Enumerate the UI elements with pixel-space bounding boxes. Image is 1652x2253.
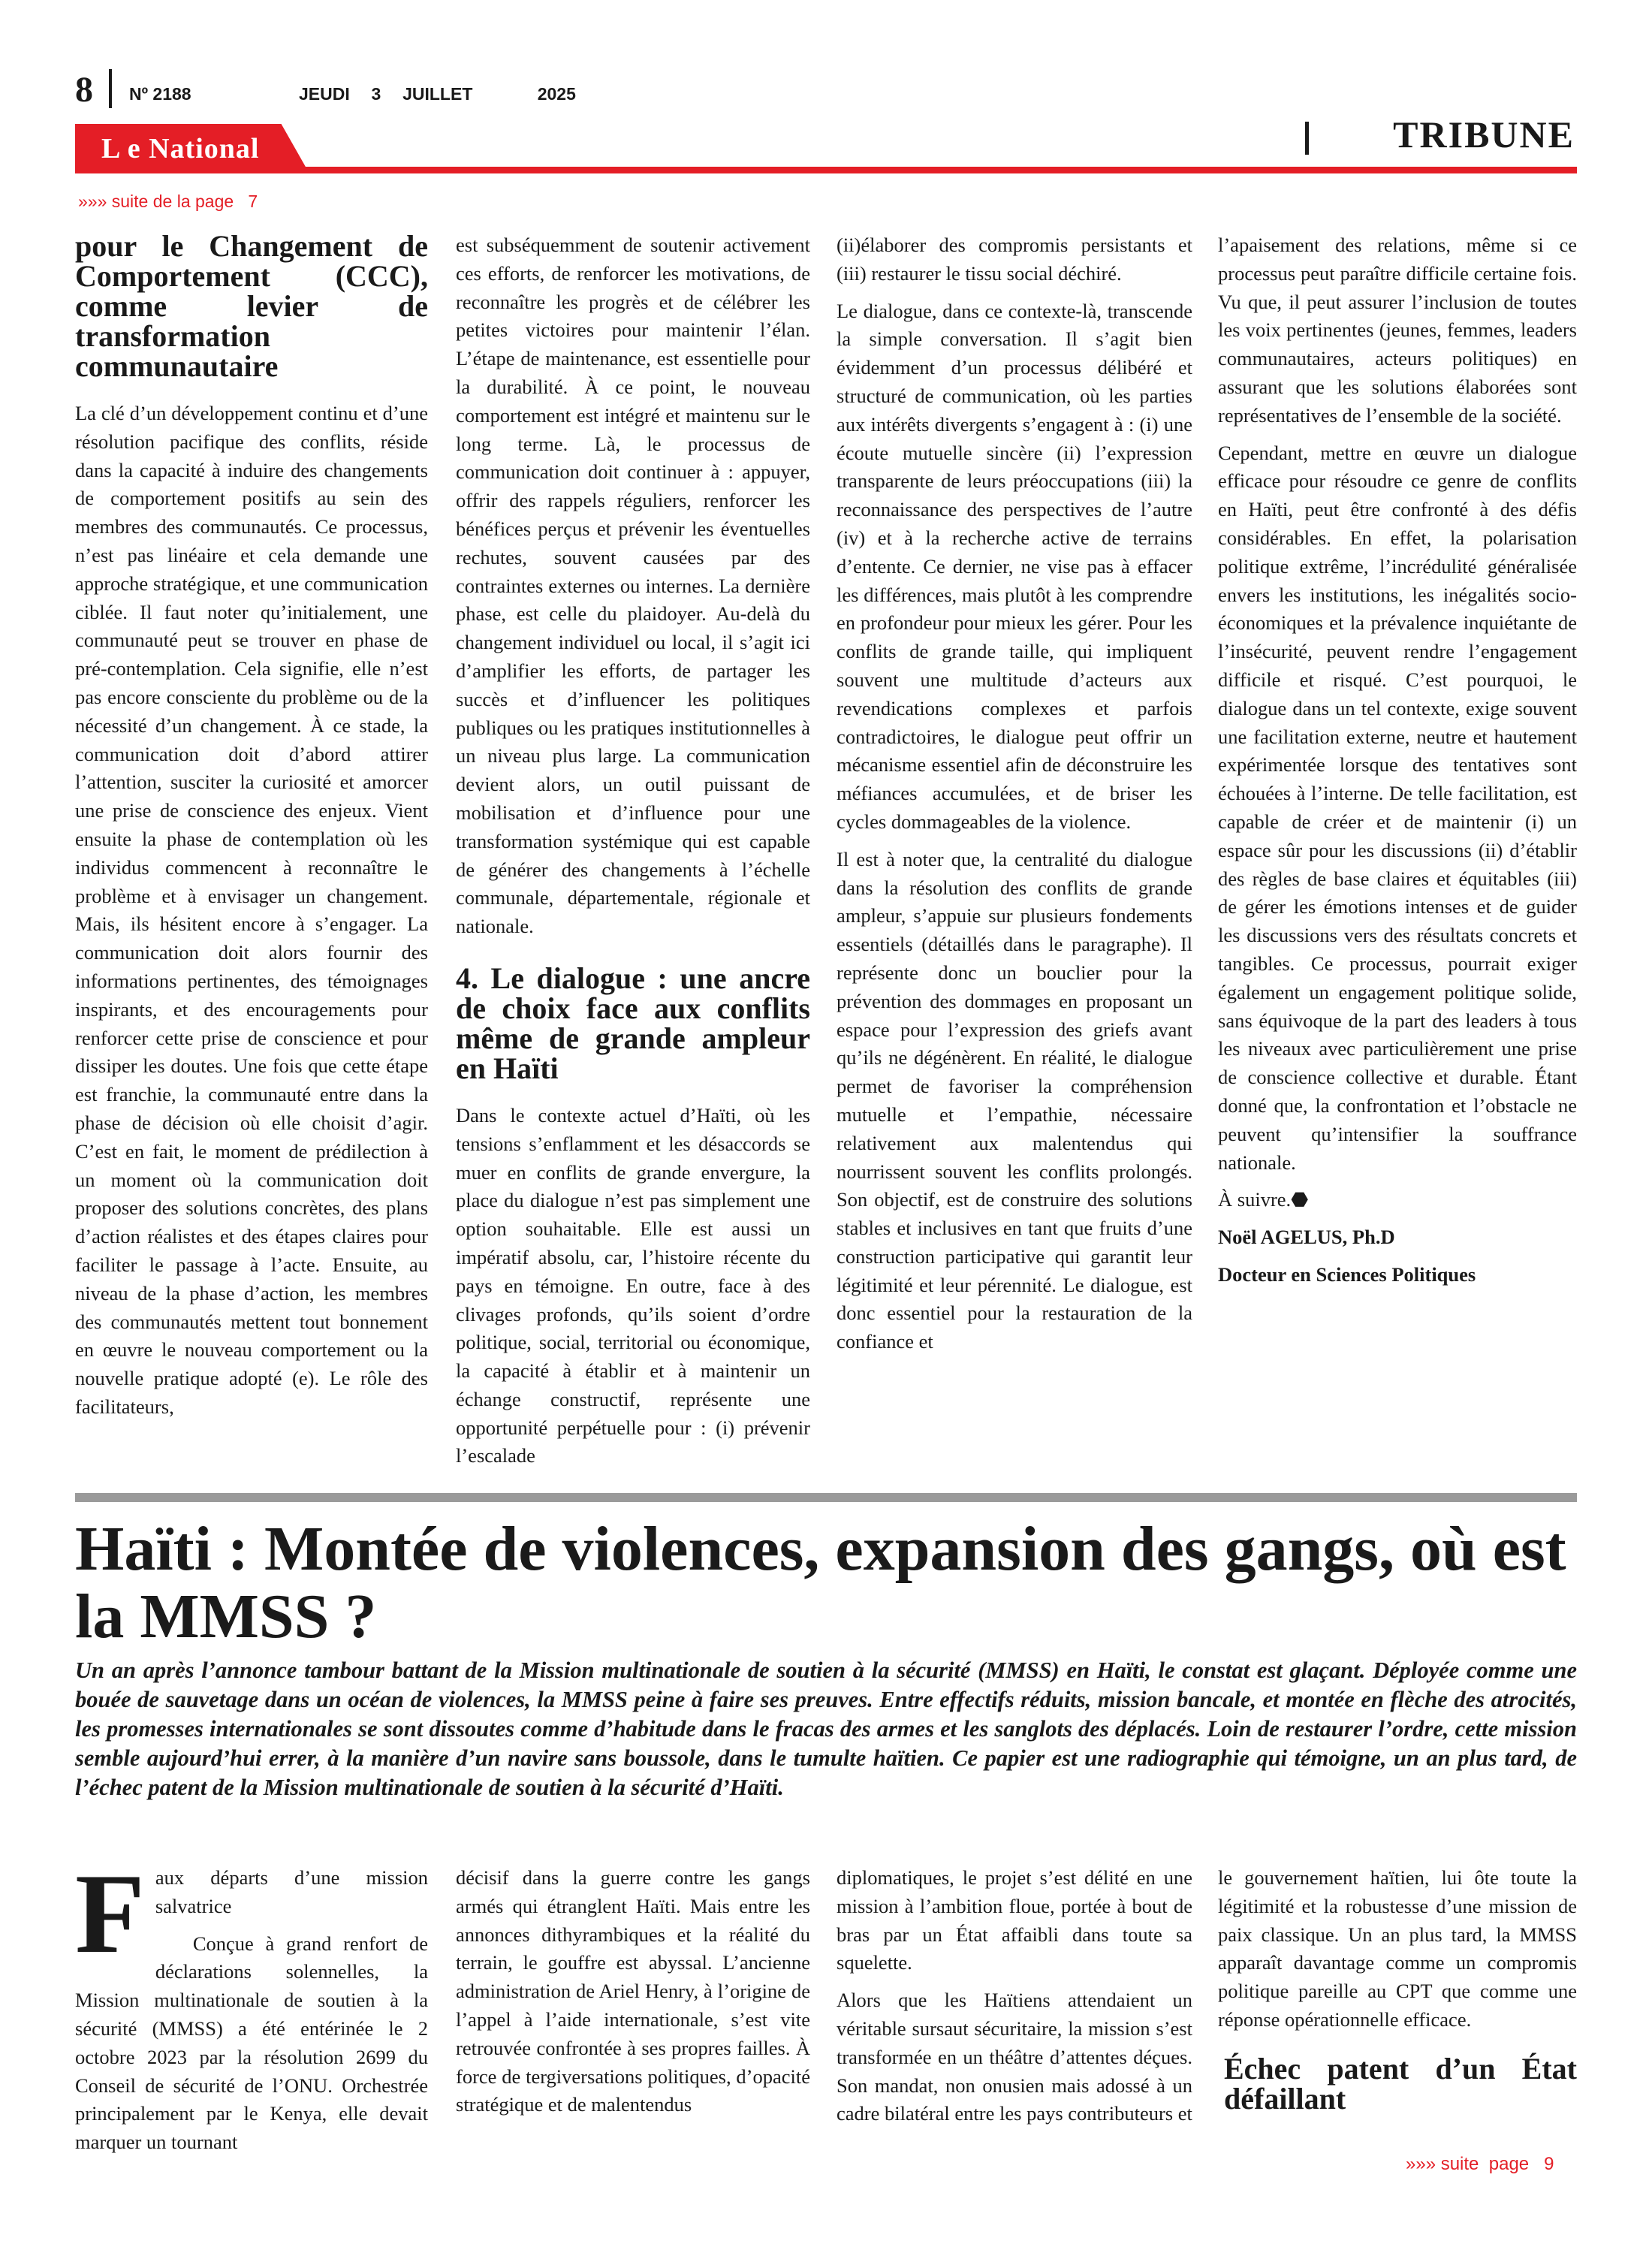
paragraph: Conçue à grand renfort de déclarations solennelles, la Mission multinationale de soutien à la sécurité (MMSS) a été entérinée le 2 octobre 2023 par la résolution 2699 du Conseil de sécurité de l’ONU. Orchestrée principalement par le Kenya, elle devait marquer un tournant	[75, 1932, 428, 2154]
to-be-continued	[1218, 1186, 1577, 1214]
paragraph: l’apaisement des relations, même si ce processus peut paraître difficile certaine fois. Vu que, il peut assurer l’inclusion de toutes les voix pertinentes (jeunes, femmes, leaders communautaires, acteurs politiques) en assurant que les solutions élaborées sont représentatives de l’ensemble de la société.	[1218, 234, 1577, 427]
section-title: TRIBUNE	[1393, 113, 1575, 155]
continued-to-link[interactable]: »»» suite page 9	[1406, 2154, 1554, 2174]
article1-column-4	[1218, 231, 1577, 1298]
paragraph: Cependant, mettre en œuvre un dialogue efficace pour résoudre ce genre de conflits en Haïti, peut être confronté à des défis considérables. En effet, la polarisation politique extrême, l’incrédulité généralisée envers les institutions, les inégalités socio-économiques et la prévalence inquiétante de l’insécurité, peuvent rendre l’engagement difficile et risqué. C’est pourquoi, le dialogue dans un tel contexte, exige souvent une facilitation externe, neutre et hautement expérimentée lorsque des tentatives sont échouées à l’interne. De telle facilitation, est capable de créer et de maintenir (i) un espace sûr pour les discussions (ii) d’établir des règles de base claires et équitables (iii) de gérer les émotions intenses et de guider les discussions vers des résultats concrets et tangibles. Ce processus, pourrait exiger également un engagement politique solide, sans équivoque de la part des leaders à tous les niveaux avec particulièrement une prise de conscience collective et durable. Étant donné que, la confrontation et l’obstacle ne peuvent qu’intensifier la souffrance nationale.	[1218, 441, 1577, 1174]
article2-headline: Haïti : Montée de violences, expansion des gangs, où est la MMSS ?	[75, 1514, 1566, 1651]
drop-cap: F	[75, 1850, 145, 1977]
paragraph: décisif dans la guerre contre les gangs armés qui étranglent Haïti. Mais entre les annonces dithyrambiques et la réalité du terrain, le gouffre est abyssal. L’ancienne administration de Ariel Henry, à l’origine de l’appel à l’aide internationale, s’est vite retrouvée confrontée à ses propres failles. À force de tergiversations politiques, d’opacité stratégique et de malentendus	[456, 1866, 810, 2116]
issue-date: JEUDI 3 JUILLET 2025	[299, 84, 576, 104]
paragraph: le gouvernement haïtien, lui ôte toute la légitimité et la robustesse d’une mission de paix classique. Un an plus tard, la MMSS apparaît davantage comme un compromis politique pareille au CPT que comme une réponse opérationnelle efficace.	[1218, 1866, 1577, 2031]
article1-column-3	[837, 231, 1192, 1365]
author-title: Docteur en Sciences Politiques	[1218, 1262, 1476, 1286]
article2-column-4	[1218, 1864, 1577, 2114]
article1-subheading: pour le Changement de Comportement (CCC), comme levier de transformation communautaire	[75, 229, 428, 383]
article1-column-2	[456, 231, 810, 1479]
article-divider	[75, 1493, 1577, 1502]
article2-standfirst: Un an après l’annonce tambour battant de la Mission multinationale de soutien à la sécurité (MMSS) en Haïti, le constat est glaçant. Déployée comme une bouée de sauvetage dans un océan de violences, la MMSS peine à faire ses preuves. Entre effectifs réduits, mission bancale, et montée en flèche des atrocités, les promesses internationales se sont dissoutes comme d’habitude dans le fracas des armes et les sanglots des déplacés. Loin de restaurer l’ordre, cette mission semble aujourd’hui errer, à la manière d’un navire sans boussole, dans le tumulte haïtien. Ce papier est une radiographie qui témoigne, un an plus tard, de l’échec patent de la Mission multinationale de soutien à la sécurité d’Haïti.	[75, 1657, 1577, 1800]
article2-column-3	[837, 1864, 1192, 2137]
article2-lead: aux départs d’une mission salvatrice	[155, 1866, 428, 1917]
article1-column-1	[75, 231, 428, 1431]
author-name: Noël AGELUS, Ph.D	[1218, 1226, 1395, 1249]
paragraph: La clé d’un développement continu et d’une résolution pacifique des conflits, réside dans la capacité à induire des changements de comportement positifs au sein des membres des communautés. Ce processus, n’est pas linéaire et cela demande une approche stratégique, et une communication ciblée. Il faut noter qu’initialement, une communauté peut se trouver en phase de pré-contemplation. Cela signifie, elle n’est pas encore consciente du problème ou de la nécessité d’un changement. À ce stade, la communication doit d’abord attirer l’attention, susciter la curiosité et amorcer une prise de conscience des enjeux. Vient ensuite la phase de contemplation où les individus commencent à reconnaître le problème et à envisager un changement. Mais, ils hésitent encore à s’engager. La communication doit alors fournir des informations pertinentes, des témoignages inspirants, et des encouragements pour renforcer cette prise de conscience et pour dissiper les doutes. Une fois que cette étape est franchie, la communauté entre dans la phase de décision où elle choisit d’agir. C’est en fait, le moment de prédilection à un moment où la communication doit proposer des solutions concrètes, des plans d’action réalistes et des étapes claires pour faciliter le passage à l’acte. Ensuite, au niveau de la phase d’action, les membres des communautés mettent tout bonnement en œuvre le nouveau comportement ou la nouvelle pratique adopté (e). Le rôle des facilitateurs,	[75, 402, 428, 1418]
article2-column-2	[456, 1864, 810, 2128]
page-number: 8	[75, 70, 93, 110]
article2-column-1	[75, 1850, 428, 2166]
article2-subheading: Échec patent d’un État défaillant	[1224, 2051, 1577, 2116]
page-number-divider	[109, 69, 112, 108]
to-be-continued-text: À suivre.	[1218, 1188, 1292, 1211]
paragraph: Alors que les Haïtiens attendaient un véritable sursaut sécuritaire, la mission s’est transformée en un théâtre d’attentes déçues. Son mandat, non onusien mais adossé à un cadre bilatéral entre les pays contributeurs et	[837, 1989, 1192, 2125]
continued-from-link[interactable]: »»» suite de la page 7	[78, 192, 258, 211]
paragraph: (ii)élaborer des compromis persistants et (iii) restaurer le tissu social déchiré.	[837, 234, 1192, 285]
paragraph: Le dialogue, dans ce contexte-là, transcende la simple conversation. Il s’agit bien évidemment d’un processus délibéré et structuré de communication, où les parties aux intérêts divergents s’engagent à : (i) une écoute mutuelle sincère (ii) l’expression transparente de leurs préoccupations (iii) la reconnaissance des perspectives de l’autre (iv) et à la recherche active de terrains d’entente. Ce dernier, ne vise pas à effacer les différences, mais plutôt à les comprendre en profondeur pour mieux les gérer. Pour les conflits de grande taille, qui impliquent souvent une multitude d’acteurs aux revendications complexes et parfois contradictoires, le dialogue peut offrir un mécanisme essentiel afin de déconstruire les méfiances accumulées, et de briser les cycles dommageables de la violence.	[837, 299, 1192, 833]
paragraph: diplomatiques, le projet s’est délité en une mission à l’ambition floue, portée à bout de bras par un État affaibli dans toute sa squelette.	[837, 1866, 1192, 1974]
paragraph: Il est à noter que, la centralité du dialogue dans la résolution des conflits de grande ampleur, s’appuie sur plusieurs fondements essentiels (détaillés dans le paragraphe). Il représente donc un bouclier pour la prévention des dommages en proposant un espace pour l’expression des griefs avant qu’ils ne dégénèrent. En réalité, le dialogue permet de favoriser la compréhension mutuelle et l’empathie, nécessaire relativement aux malentendus qui nourrissent souvent les conflits prolongés. Son objectif, est de construire des solutions stables et inclusives en tant que fruits d’une construction participative qui garantit leur légitimité et leur pérennité. Le dialogue, est donc essentiel pour la restauration de la confiance et	[837, 847, 1192, 1353]
paragraph: est subséquemment de soutenir activement ces efforts, de renforcer les motivations, de reconnaître les progrès et de célébrer les petites victoires pour maintenir l’élan. L’étape de maintenance, est essentielle pour la durabilité. À ce point, le nouveau comportement est intégré et maintenu sur le long terme. Là, le processus de communication doit continuer à : appuyer, offrir des rappels réguliers, renforcer les bénéfices perçus et prévenir les éventuelles rechutes, souvent causées par des contraintes externes ou internes. La dernière phase, est celle du plaidoyer. Au-delà du changement individuel ou local, il s’agit ici d’amplifier les efforts, de partager les succès et d’influencer les politiques publiques ou les pratiques institutionnelles à un niveau plus large. La communication devient alors, un outil puissant de mobilisation et d’influence pour une transformation systémique qui est capable de générer des changements à l’échelle communale, départementale, régionale et nationale.	[456, 234, 810, 938]
issue-number: Nº 2188	[129, 84, 191, 104]
section-divider	[1305, 122, 1309, 155]
article1-section-heading: 4. Le dialogue : une ancre de choix face aux conflits même de grande ampleur en Haïti	[456, 961, 810, 1085]
paragraph: Dans le contexte actuel d’Haïti, où les tensions s’enflamment et les désaccords se muer en conflits de grande envergure, la place du dialogue n’est pas simplement une option souhaitable. Elle est aussi un impératif absolu, car, l’histoire récente du pays en témoigne. En outre, face à des clivages profonds, qu’ils soient d’ordre politique, social, territorial ou économique, la capacité à établir et à maintenir un échange constructif, représente une opportunité perpétuelle pour : (i) prévenir l’escalade	[456, 1103, 810, 1467]
end-mark-icon: ⬣	[1291, 1188, 1309, 1211]
brand-logo: L e National	[101, 133, 260, 164]
